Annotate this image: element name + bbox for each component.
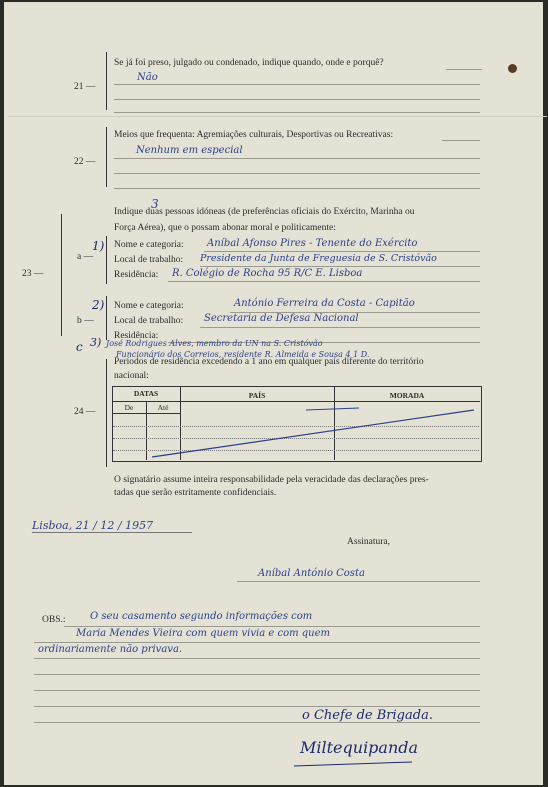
strike-lines — [4, 2, 543, 785]
obs-line2: Maria Mendes Vieira com quem vivia e com quem — [76, 628, 330, 639]
chief-signature: Miltequipanda — [300, 738, 419, 757]
col-datas: DATAS — [133, 389, 159, 398]
label-residencia-b: Residência: — [114, 331, 159, 341]
ref-mark-1: 1) — [92, 239, 105, 253]
ref-mark-2: 2) — [92, 298, 105, 312]
signature-underline — [294, 762, 412, 766]
answer-23b-work: Secretaria de Defesa Nacional — [204, 313, 359, 324]
answer-23a-residence: R. Colégio de Rocha 95 R/C E. Lisboa — [172, 268, 363, 279]
label-local-a: Local de trabalho: — [114, 255, 184, 265]
obs-line — [34, 674, 480, 675]
obs-line — [64, 626, 480, 627]
signature-label: Assinatura, — [347, 537, 391, 547]
item-23a-letter: a — — [77, 252, 94, 262]
obs-line — [34, 690, 480, 691]
declaration-line1: O signatário assume inteira responsabilidade pela veracidade das declarações pres- — [114, 475, 429, 485]
answer-23a-name: Aníbal Afonso Pires - Tenente do Exército — [207, 238, 418, 249]
item-23b-letter: b — — [77, 316, 94, 326]
chief-title: o Chefe de Brigada. — [302, 708, 433, 723]
item-23-number: 23 — — [22, 269, 44, 279]
label-nome-a: Nome e categoria: — [114, 240, 184, 250]
item-21-number: 21 — — [74, 82, 96, 92]
question-24-line2: nacional: — [114, 371, 149, 381]
obs-line — [34, 658, 480, 659]
label-nome-b: Nome e categoria: — [114, 301, 184, 311]
answer-23a-work: Presidente da Junta de Freguesia de S. Cristóvão — [200, 253, 437, 264]
question-24-line1: Períodos de residência excedendo a 1 ano em qualquer país diferente do território — [114, 357, 424, 367]
question-23-line2: Força Aérea), que o possam abonar moral e politicamente: — [114, 223, 336, 233]
item-22-number: 22 — — [74, 157, 96, 167]
cancel-stroke — [152, 410, 474, 457]
signature-line — [237, 581, 480, 582]
answer-23c-line2: Funcionário dos Correios, residente R. Almeida e Sousa 4 1 D. — [116, 350, 370, 359]
obs-line — [34, 642, 480, 643]
form-page — [4, 2, 543, 785]
col-ate: Até — [157, 403, 169, 412]
signature: Aníbal António Costa — [258, 568, 365, 579]
col-morada: MORADA — [389, 391, 425, 400]
obs-line — [34, 706, 480, 707]
obs-line1: O seu casamento segundo informações com — [90, 611, 313, 622]
declaration-line2: tadas que serão estritamente confidenciais. — [114, 488, 277, 498]
answer-22: Nenhum em especial — [136, 145, 243, 156]
label-residencia-a: Residência: — [114, 270, 159, 280]
question-22-label: Meios que frequenta: Agremiações culturais, Desportivas ou Recreativas: — [114, 130, 394, 140]
ref-mark-c: c — [76, 340, 83, 354]
correction-3: 3 — [151, 197, 159, 211]
label-local-b: Local de trabalho: — [114, 316, 184, 326]
cancel-stroke — [306, 408, 359, 410]
item-24-number: 24 — — [74, 407, 96, 417]
question-23-line1: Indique duas pessoas idóneas (de preferências oficiais do Exército, Marinha ou — [114, 207, 415, 217]
answer-23b-name: António Ferreira da Costa - Capitão — [234, 298, 415, 309]
col-de: De — [124, 403, 134, 412]
obs-line3: ordinariamente não privava. — [38, 644, 183, 655]
answer-23c-line1: José Rodrigues Alves, membro da UN na S. Cristóvão — [106, 339, 323, 348]
ref-mark-3: 3) — [90, 336, 102, 349]
answer-21: Não — [137, 72, 158, 83]
date-line — [32, 532, 192, 533]
col-pais: PAÍS — [248, 391, 266, 400]
question-21-label: Se já foi preso, julgado ou condenado, indique quando, onde e porquê? — [114, 58, 384, 68]
place-date: Lisboa, 21 / 12 / 1957 — [32, 519, 154, 532]
obs-label: OBS.: — [42, 615, 66, 625]
